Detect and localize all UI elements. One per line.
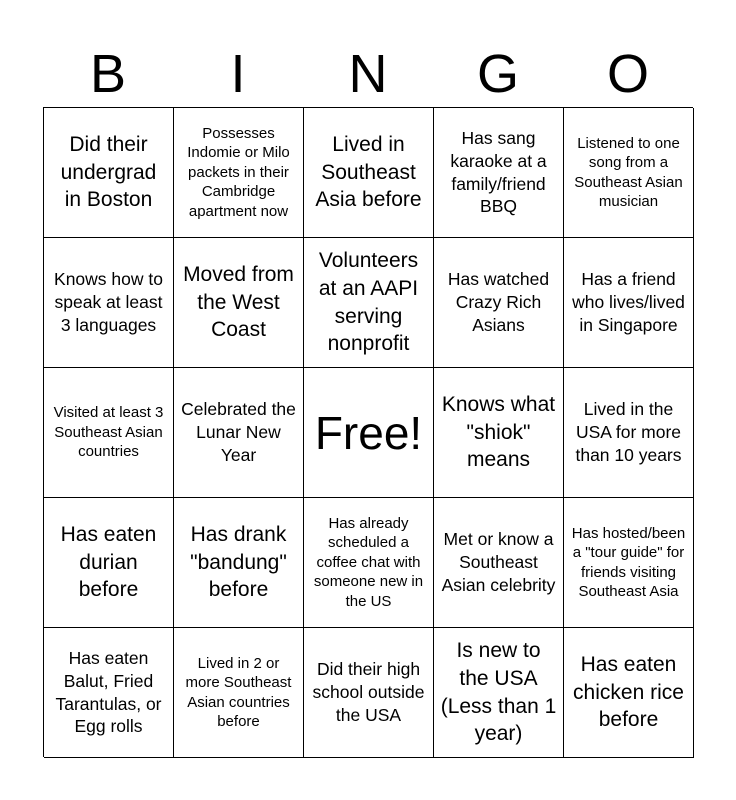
bingo-cell[interactable] <box>564 498 694 628</box>
header-letter-i: I <box>230 44 246 104</box>
cell-text: Met or know a Southeast Asian celebrity <box>441 529 556 595</box>
bingo-cell[interactable] <box>174 108 304 238</box>
bingo-cell[interactable] <box>44 368 174 498</box>
bingo-cell[interactable] <box>44 498 174 628</box>
bingo-card <box>43 107 693 757</box>
bingo-cell[interactable] <box>304 628 434 758</box>
cell-text: Lived in 2 or more Southeast Asian countries before <box>185 654 292 730</box>
free-space-cell[interactable] <box>304 368 434 498</box>
cell-text: Moved from the West Coast <box>183 262 294 342</box>
cell-text: Has watched Crazy Rich Asians <box>447 269 550 335</box>
bingo-cell[interactable] <box>564 238 694 368</box>
header-letter-b: B <box>89 44 127 104</box>
cell-text: Lived in the USA for more than 10 years <box>575 399 682 465</box>
cell-text: Has hosted/been a "tour guide" for friends visiting Southeast Asia <box>571 524 686 600</box>
bingo-cell[interactable] <box>564 368 694 498</box>
bingo-header <box>43 40 693 108</box>
cell-text: Visited at least 3 Southeast Asian countries <box>53 404 164 461</box>
bingo-cell[interactable] <box>174 628 304 758</box>
cell-text: Is new to the USA (Less than 1 year) <box>440 638 557 746</box>
cell-text: Possesses Indomie or Milo packets in their Cambridge apartment now <box>187 124 290 220</box>
bingo-cell[interactable] <box>44 628 174 758</box>
bingo-cell[interactable] <box>564 628 694 758</box>
cell-text: Celebrated the Lunar New Year <box>181 399 296 465</box>
cell-text: Has a friend who lives/lived in Singapore <box>572 269 685 335</box>
cell-text: Lived in Southeast Asia before <box>315 132 422 212</box>
header-letter-o: O <box>606 44 649 104</box>
cell-text: Has already scheduled a coffee chat with someone new in the US <box>313 514 424 610</box>
cell-text: Knows how to speak at least 3 languages <box>54 269 163 335</box>
cell-text: Volunteers at an AAPI serving nonprofit <box>318 248 419 356</box>
cell-text: Has eaten chicken rice before <box>573 652 684 732</box>
cell-text: Has eaten Balut, Fried Tarantulas, or Egg rolls <box>55 648 162 737</box>
cell-text: Has eaten durian before <box>60 522 157 602</box>
free-space-text: Free! <box>314 406 423 459</box>
bingo-cell[interactable] <box>304 108 434 238</box>
bingo-cell[interactable] <box>304 238 434 368</box>
cell-text: Knows what "shiok" means <box>441 392 556 472</box>
bingo-cell[interactable] <box>44 238 174 368</box>
bingo-cell[interactable] <box>434 108 564 238</box>
cell-text: Did their high school outside the USA <box>312 659 425 725</box>
cell-text: Did their undergrad in Boston <box>60 132 157 212</box>
bingo-cell[interactable] <box>44 108 174 238</box>
bingo-cell[interactable] <box>434 368 564 498</box>
bingo-cell[interactable] <box>174 498 304 628</box>
cell-text: Has drank "bandung" before <box>190 522 287 602</box>
bingo-cell[interactable] <box>174 238 304 368</box>
header-letter-g: G <box>476 44 519 104</box>
bingo-cell[interactable] <box>434 628 564 758</box>
bingo-cell[interactable] <box>434 238 564 368</box>
bingo-cell[interactable] <box>174 368 304 498</box>
header-letter-n: N <box>348 44 388 104</box>
cell-text: Listened to one song from a Southeast Asian musician <box>574 134 683 210</box>
bingo-cell[interactable] <box>564 108 694 238</box>
bingo-cell[interactable] <box>304 498 434 628</box>
bingo-cell[interactable] <box>434 498 564 628</box>
cell-text: Has sang karaoke at a family/friend BBQ <box>450 128 547 217</box>
